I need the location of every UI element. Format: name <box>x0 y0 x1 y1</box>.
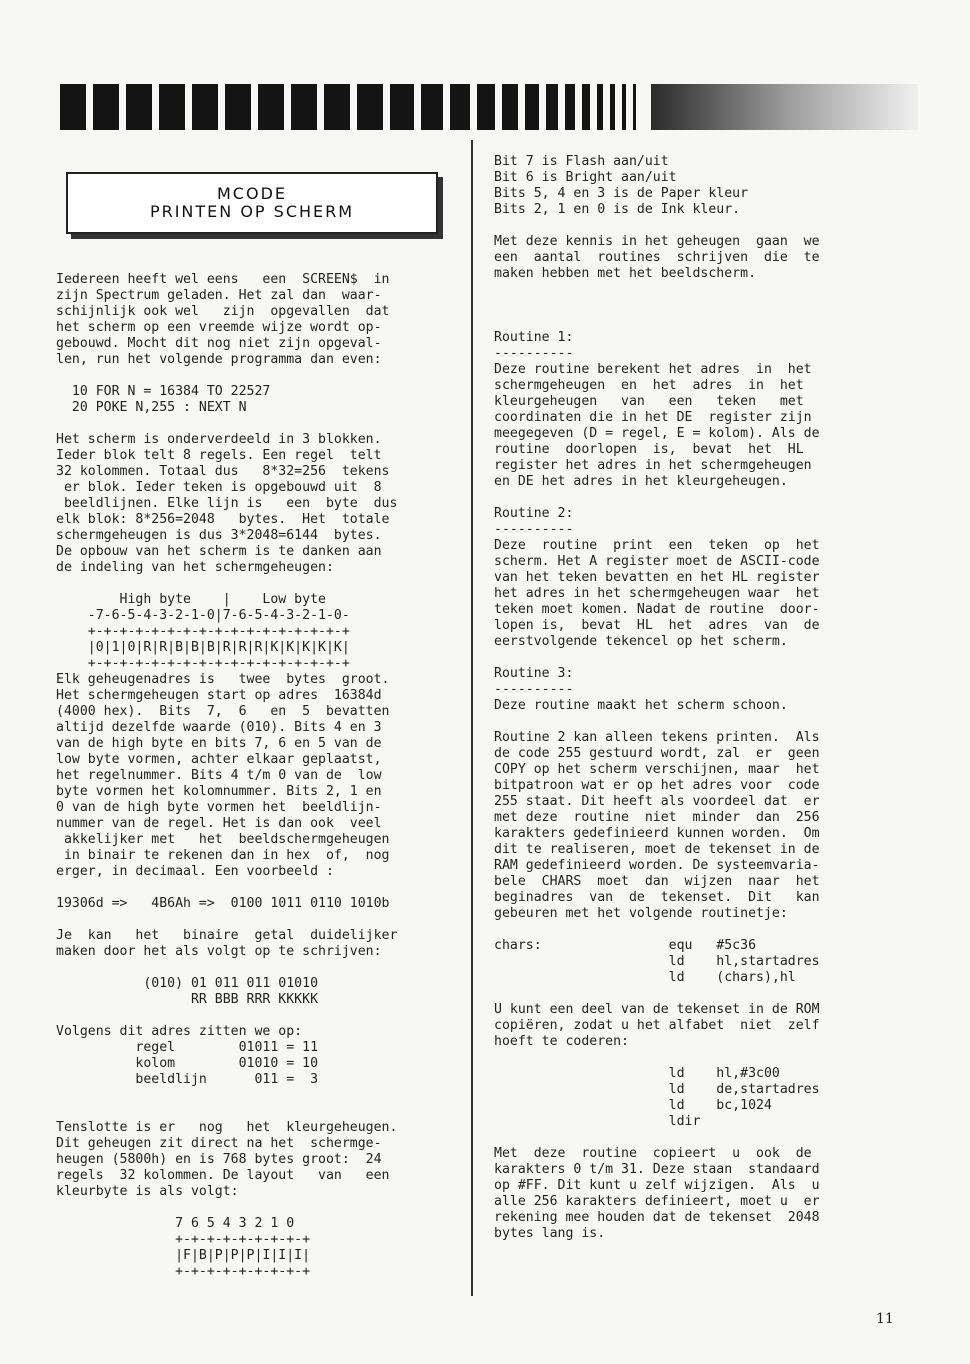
text-line: low byte vormen, achter elkaar geplaatst, <box>56 752 382 767</box>
text-line: ld bc,1024 <box>494 1098 772 1113</box>
text-line: Routine 3: <box>494 666 574 681</box>
text-line: coordinaten die in het DE register zijn <box>494 410 812 425</box>
text-line: RAM gedefinieerd worden. De systeemvaria- <box>494 858 820 873</box>
text-line: byte vormen het kolomnummer. Bits 2, 1 en <box>56 784 382 799</box>
text-line: |F|B|P|P|P|I|I|I| <box>56 1248 311 1263</box>
text-line: Bit 7 is Flash aan/uit <box>494 154 669 169</box>
header-bar <box>60 84 918 130</box>
text-line <box>494 1130 890 1146</box>
text-line: 32 kolommen. Totaal dus 8*32=256 tekens <box>56 464 390 479</box>
text-line: altijd dezelfde waarde (010). Bits 4 en 3 <box>56 720 382 735</box>
text-line: Volgens dit adres zitten we op: <box>56 1024 303 1039</box>
text-line: Het scherm is onderverdeeld in 3 blokken. <box>56 432 382 447</box>
text-line: dit te realiseren, moet de tekenset in de <box>494 842 820 857</box>
text-line: |0|1|0|R|R|B|B|B|R|R|R|K|K|K|K|K| <box>56 640 350 655</box>
text-line: gebouwd. Mocht dit nog niet zijn opgeval- <box>56 336 382 351</box>
text-line: U kunt een deel van de tekenset in de ROM <box>494 1002 820 1017</box>
text-line <box>494 986 890 1002</box>
text-line: (010) 01 011 011 01010 <box>56 976 319 991</box>
text-line: ---------- <box>494 346 574 361</box>
text-line: scherm. Het A register moet de ASCII-code <box>494 554 820 569</box>
text-line <box>494 314 890 330</box>
text-line: Met deze kennis in het geheugen gaan we <box>494 234 820 249</box>
text-line <box>494 490 890 506</box>
text-line: beginadres van de tekenset. Dit kan <box>494 890 820 905</box>
text-line <box>56 368 448 384</box>
text-line: elk blok: 8*256=2048 bytes. Het totale <box>56 512 390 527</box>
text-line: alle 256 karakters definieert, moet u er <box>494 1194 820 1209</box>
text-line: beeldlijn 011 = 3 <box>56 1072 319 1087</box>
text-line <box>56 416 448 432</box>
text-line: Je kan het binaire getal duidelijker <box>56 928 398 943</box>
text-line: kleurgeheugen van een teken met <box>494 394 804 409</box>
text-line: op #FF. Dit kunt u zelf wijzigen. Als u <box>494 1178 820 1193</box>
text-line <box>494 298 890 314</box>
text-line: van de high byte en bits 7, 6 en 5 van de <box>56 736 382 751</box>
text-line: 10 FOR N = 16384 TO 22527 <box>56 384 271 399</box>
text-line: in binair te rekenen dan in hex of, nog <box>56 848 390 863</box>
text-line: ld hl,#3c00 <box>494 1066 780 1081</box>
text-line: kolom 01010 = 10 <box>56 1056 319 1071</box>
text-line <box>494 1050 890 1066</box>
text-line: Bits 2, 1 en 0 is de Ink kleur. <box>494 202 741 217</box>
text-line: ld (chars),hl <box>494 970 796 985</box>
article-title <box>66 172 438 234</box>
text-line: Tenslotte is er nog het kleurgeheugen. <box>56 1120 398 1135</box>
text-line: Deze routine print een teken op het <box>494 538 820 553</box>
text-line: er blok. Ieder teken is opgebouwd uit 8 <box>56 480 382 495</box>
text-line: het scherm op een vreemde wijze wordt op- <box>56 320 382 335</box>
text-line <box>56 912 448 928</box>
text-line: erger, in decimaal. Een voorbeeld : <box>56 864 334 879</box>
text-line: van het teken bevatten en het HL register <box>494 570 820 585</box>
text-line: schermgeheugen en het adres in het <box>494 378 804 393</box>
text-line: routine doorlopen is, bevat het HL <box>494 442 804 457</box>
text-line <box>494 218 890 234</box>
text-line: karakters gedefinieerd kunnen worden. Om <box>494 826 820 841</box>
text-line: schijnlijk ook wel zijn opgevallen dat <box>56 304 390 319</box>
right-column <box>494 154 890 1242</box>
text-line: +-+-+-+-+-+-+-+-+ <box>56 1264 311 1279</box>
text-line: ld hl,startadres <box>494 954 820 969</box>
text-line: ---------- <box>494 682 574 697</box>
text-line <box>494 922 890 938</box>
text-line: teken moet komen. Nadat de routine door- <box>494 602 820 617</box>
text-line: Ieder blok telt 8 regels. Een regel telt <box>56 448 382 463</box>
text-line: nummer van de regel. Het is dan ook veel <box>56 816 382 831</box>
text-line: (4000 hex). Bits 7, 6 en 5 bevatten <box>56 704 390 719</box>
text-line: -7-6-5-4-3-2-1-0|7-6-5-4-3-2-1-0- <box>56 608 350 623</box>
text-line: maken hebben met het beeldscherm. <box>494 266 757 281</box>
text-line <box>494 650 890 666</box>
text-line <box>56 1104 448 1120</box>
text-line: High byte | Low byte <box>56 592 326 607</box>
text-line: Routine 2 kan alleen tekens printen. Als <box>494 730 820 745</box>
title-line-2: PRINTEN OP SCHERM <box>149 202 355 221</box>
text-line: 255 staat. Dit heeft als voordeel dat er <box>494 794 820 809</box>
text-line <box>494 714 890 730</box>
text-line: chars: equ #5c36 <box>494 938 757 953</box>
text-line: Dit geheugen zit direct na het schermge- <box>56 1136 382 1151</box>
title-line-1: MCODE <box>217 184 287 203</box>
text-line: bitpatroon wat er op het adres voor code <box>494 778 820 793</box>
text-line <box>56 576 448 592</box>
text-line <box>494 282 890 298</box>
text-line <box>56 1088 448 1104</box>
text-line: Bit 6 is Bright aan/uit <box>494 170 677 185</box>
text-line: karakters 0 t/m 31. Deze staan standaard <box>494 1162 820 1177</box>
text-line: regel 01011 = 11 <box>56 1040 319 1055</box>
text-line: gebeuren met het volgende routinetje: <box>494 906 788 921</box>
text-line: lopen is, bevat HL het adres van de <box>494 618 820 633</box>
text-line: een aantal routines schrijven die te <box>494 250 820 265</box>
text-line: +-+-+-+-+-+-+-+-+-+-+-+-+-+-+-+-+ <box>56 624 350 639</box>
text-line: meegegeven (D = regel, E = kolom). Als de <box>494 426 820 441</box>
text-line: het regelnummer. Bits 4 t/m 0 van de low <box>56 768 382 783</box>
text-line: Deze routine maakt het scherm schoon. <box>494 698 788 713</box>
text-line: kleurbyte is als volgt: <box>56 1184 239 1199</box>
text-line: regels 32 kolommen. De layout van een <box>56 1168 390 1183</box>
text-line: Routine 2: <box>494 506 574 521</box>
text-line: Routine 1: <box>494 330 574 345</box>
text-line: Met deze routine copieert u ook de <box>494 1146 812 1161</box>
text-line: 20 POKE N,255 : NEXT N <box>56 400 247 415</box>
text-line: Iedereen heeft wel eens een SCREEN$ in <box>56 272 390 287</box>
text-line: beeldlijnen. Elke lijn is een byte dus <box>56 496 398 511</box>
text-line: eerstvolgende tekencel op het scherm. <box>494 634 788 649</box>
text-line: heugen (5800h) en is 768 bytes groot: 24 <box>56 1152 382 1167</box>
text-line: hoeft te coderen: <box>494 1034 629 1049</box>
text-line <box>56 1200 448 1216</box>
text-line: Bits 5, 4 en 3 is de Paper kleur <box>494 186 749 201</box>
text-line <box>56 880 448 896</box>
text-line: register het adres in het schermgeheugen <box>494 458 812 473</box>
text-line: Het schermgeheugen start op adres 16384d <box>56 688 382 703</box>
text-line: akkelijker met het beeldschermgeheugen <box>56 832 390 847</box>
column-divider <box>471 140 473 1296</box>
text-line: +-+-+-+-+-+-+-+-+-+-+-+-+-+-+-+-+ <box>56 656 350 671</box>
text-line: de code 255 gestuurd wordt, zal er geen <box>494 746 820 761</box>
text-line: Deze routine berekent het adres in het <box>494 362 812 377</box>
text-line: schermgeheugen is dus 3*2048=6144 bytes. <box>56 528 382 543</box>
text-line: zijn Spectrum geladen. Het zal dan waar- <box>56 288 382 303</box>
page-number: 11 <box>876 1311 894 1327</box>
text-line: ldir <box>494 1114 701 1129</box>
text-line: het adres in het schermgeheugen waar het <box>494 586 820 601</box>
text-line: bele CHARS moet dan wijzen naar het <box>494 874 820 889</box>
text-line: Elk geheugenadres is twee bytes groot. <box>56 672 390 687</box>
text-line: 0 van de high byte vormen het beeldlijn- <box>56 800 382 815</box>
text-line: ---------- <box>494 522 574 537</box>
text-line: rekening mee houden dat de tekenset 2048 <box>494 1210 820 1225</box>
text-line: en DE het adres in het kleurgeheugen. <box>494 474 788 489</box>
text-line: ld de,startadres <box>494 1082 820 1097</box>
text-line: 19306d => 4B6Ah => 0100 1011 0110 1010b <box>56 896 390 911</box>
text-line: RR BBB RRR KKKKK <box>56 992 319 1007</box>
text-line: COPY op het scherm verschijnen, maar het <box>494 762 820 777</box>
text-line: 7 6 5 4 3 2 1 0 <box>56 1216 295 1231</box>
text-line: maken door het als volgt op te schrijven: <box>56 944 382 959</box>
text-line: len, run het volgende programma dan even: <box>56 352 382 367</box>
text-line: +-+-+-+-+-+-+-+-+ <box>56 1232 311 1247</box>
text-line <box>56 1008 448 1024</box>
left-column <box>56 272 448 1280</box>
text-line: copiëren, zodat u het alfabet niet zelf <box>494 1018 820 1033</box>
text-line <box>56 960 448 976</box>
text-line: bytes lang is. <box>494 1226 606 1241</box>
text-line: de indeling van het schermgeheugen: <box>56 560 334 575</box>
text-line: met deze routine niet minder dan 256 <box>494 810 820 825</box>
text-line: De opbouw van het scherm is te danken aan <box>56 544 382 559</box>
